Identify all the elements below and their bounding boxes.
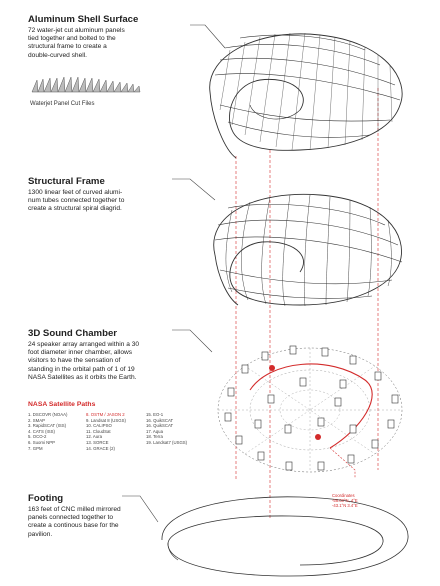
satellite-item: 3. RapidSCAT (ISS): [28, 423, 67, 429]
waterjet-caption: Waterjet Panel Cut Files: [30, 101, 95, 107]
satellite-item: 15. EO-1: [146, 412, 164, 417]
section-sound-chamber: [28, 328, 203, 382]
sound-chamber-drawing: [218, 346, 402, 478]
section-description: 24 speaker array arranged within a 30 foot diameter inner chamber, allows visitors to have the sensation of standing in the orbital path of 1 of 19 NASA Satellites as it orbits the Earth.: [28, 341, 140, 381]
section-description: 163 feet of CNC milled mirrored panels connected together to create a continous base for the pavilion.: [28, 506, 121, 538]
satellite-item: 1. DSCOVR (NOAA): [28, 412, 68, 417]
section-title: Aluminum Shell Surface: [28, 14, 139, 25]
satellite-item: 5. OCO-2: [28, 434, 47, 440]
satellite-item: 13. SORCE: [86, 439, 109, 445]
aluminum-shell-drawing: [210, 33, 402, 158]
satellite-item: [146, 446, 206, 452]
section-structural-frame: [28, 176, 203, 214]
section-title: Footing: [28, 493, 64, 504]
satellite-list: [28, 412, 213, 451]
waterjet-panel-icons: [32, 77, 140, 92]
satellite-item: 2. SMAP: [28, 417, 45, 423]
satellite-item: 16. QuikSCAT: [146, 417, 174, 423]
section-description: 1300 linear feet of curved alumi- num tubes connected together to create a structural spiral diagrid.: [28, 189, 125, 213]
satellite-paths-title: NASA Satellite Paths: [28, 401, 96, 408]
section-description: 72 water-jet cut aluminum panels tied together and bolted to the structural frame to create a double-curved shell.: [28, 27, 125, 59]
section-aluminum-shell: [28, 14, 203, 60]
satellite-item: 16. QuikSCAT: [146, 423, 174, 429]
structural-frame-drawing: [214, 194, 402, 306]
coordinates-label: Coordinates -56.03°N, 4°E -43.1°N 3.4°E: [332, 493, 358, 508]
satellite-item: 6. Suomi NPP: [28, 439, 55, 445]
satellite-item: 10. CALIPSO: [86, 423, 112, 429]
alignment-lines: [236, 88, 378, 520]
satellite-item: 18. Terra: [146, 434, 163, 440]
satellite-item: 11. CloudSat: [86, 428, 111, 434]
satellite-item-highlighted: 8. OSTM / JASON 2: [86, 412, 125, 417]
satellite-item: 14. GRACE (2): [86, 445, 115, 451]
satellite-item: 9. Landsat 8 (USGS): [86, 417, 126, 423]
satellite-item: 4. CATS (ISS): [28, 428, 55, 434]
satellite-item: 7. GPM: [28, 445, 43, 451]
section-footing: [28, 493, 203, 539]
satellite-item: 12. Aura: [86, 434, 103, 440]
satellite-item: 17. Aqua: [146, 428, 163, 434]
section-title: 3D Sound Chamber: [28, 328, 118, 339]
satellite-item: 19. Landsat7 (USGS): [146, 439, 188, 445]
section-title: Structural Frame: [28, 176, 105, 187]
